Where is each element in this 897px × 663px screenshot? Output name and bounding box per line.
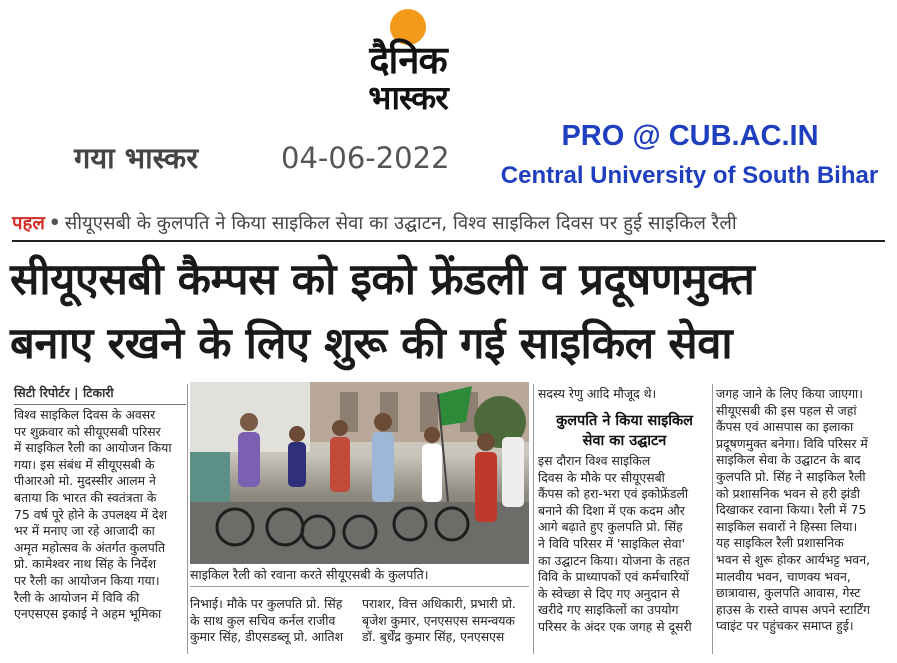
- text-line: पीआरओ मो. मुदस्सीर आलम ने: [14, 473, 156, 489]
- cycle-rally-illustration: [190, 382, 529, 564]
- text-line: आगे बढ़ाते हुए कुलपति प्रो. सिंह: [538, 519, 683, 535]
- caption-rule: [190, 586, 529, 587]
- column-divider: [187, 384, 188, 654]
- news-photo: [190, 382, 529, 564]
- text-line: में साइकिल रैली का आयोजन किया: [14, 440, 172, 456]
- strap-text: सीयूएसबी के कुलपति ने किया साइकिल सेवा का उद्घाटन, विश्व साइकिल दिवस पर हुई साइकिल रैली: [64, 213, 737, 234]
- text-line: कैंपस को हरा-भरा एवं इकोफ्रेंडली: [538, 486, 689, 502]
- text-line: भर में मनाए जा रहे आजादी का: [14, 523, 155, 539]
- text-line: बनाने की दिशा में एक कदम और: [538, 502, 685, 518]
- text-line: विश्व साइकिल दिवस के अवसर: [14, 407, 156, 422]
- strap-lead: पहल: [12, 213, 45, 234]
- text-line: हाउस के रास्ते वापस अपने स्टार्टिंग: [716, 601, 870, 617]
- text-line: निभाई। मौके पर कुलपति प्रो. सिंह: [190, 596, 343, 611]
- strap-line: [12, 210, 887, 238]
- edition-date: 04-06-2022: [281, 141, 450, 175]
- text-line: प्रो. कामेश्वर नाथ सिंह के निर्देश: [14, 556, 157, 572]
- text-line: कैंपस एवं आसपास का इलाका: [716, 419, 854, 435]
- subhead-line-2: सेवा का उद्घाटन: [582, 433, 667, 449]
- text-line: परिसर के अंदर एक जगह से दूसरी: [538, 618, 692, 634]
- text-line: भवन से शुरू होकर आर्यभट्ट भवन,: [716, 551, 871, 567]
- text-line: पर शुक्रवार को सीयूएसबी परिसर: [14, 423, 161, 439]
- text-line: को प्रशासनिक भवन से हरी झंडी: [716, 485, 860, 501]
- university-name: Central University of South Bihar: [500, 162, 879, 189]
- text-line: इस दौरान विश्व साइकिल: [538, 453, 651, 468]
- text-line: खरीदे गए साइकिलों का उपयोग: [538, 602, 679, 618]
- text-line: कुलपति प्रो. सिंह ने साइकिल रैली: [716, 468, 866, 484]
- text-line: प्वाइंट पर पहुंचकर समाप्त हुई।: [716, 618, 854, 634]
- photo-caption: साइकिल रैली को रवाना करते सीयूएसबी के कुलपति।: [190, 567, 429, 582]
- text-line: बृजेश कुमार, एनएसएस समन्वयक: [362, 612, 515, 628]
- logo-line-2: भास्कर: [368, 78, 448, 117]
- headline-rule: [12, 240, 885, 242]
- article-subhead: [538, 411, 711, 451]
- text-line: पर रैली का आयोजन किया गया।: [14, 572, 160, 588]
- column-divider: [533, 384, 534, 654]
- text-line: दिखाकर रवाना किया। रैली में 75: [716, 502, 867, 518]
- article-column-2: [190, 596, 352, 646]
- byline-rule: [14, 404, 186, 405]
- strap-bullet-icon: •: [48, 213, 61, 234]
- article-column-4-body: [538, 453, 711, 636]
- text-line: के स्वेच्छा से दिए गए अनुदान से: [538, 585, 680, 601]
- article-column-5: [716, 386, 887, 635]
- text-line: डॉ. बुर्धेंद्र कुमार सिंह, एनएसएस: [362, 629, 505, 645]
- text-line: सीयूएसबी की इस पहल से जहां: [716, 402, 857, 418]
- text-line: छात्रावास, कुलपति आवास, गेस्ट: [716, 585, 861, 601]
- text-line: पराशर, वित्त अधिकारी, प्रभारी प्रो.: [362, 596, 516, 611]
- text-line: अमृत महोत्सव के अंतर्गत कुलपति: [14, 539, 166, 555]
- headline-line-2: बनाए रखने के लिए शुरू की गई साइकिल सेवा: [10, 319, 733, 369]
- pro-email: PRO @ CUB.AC.IN: [561, 120, 819, 152]
- headline-line-1: सीयूएसबी कैम्पस को इको फ्रेंडली व प्रदूषणमुक्त: [10, 255, 755, 305]
- text-line: दिवस के मौके पर सीयूएसबी: [538, 469, 665, 485]
- text-line: के साथ कुल सचिव कर्नल राजीव: [190, 612, 336, 628]
- text-line: साइकिल सेवा के उद्घाटन के बाद: [716, 452, 861, 468]
- edition-name: गया भास्कर: [74, 141, 199, 175]
- logo-line-1: दैनिक: [369, 37, 447, 82]
- text-line: ने विवि परिसर में 'साइकिल सेवा': [538, 535, 686, 551]
- text-line: मालवीय भवन, चाणक्य भवन,: [716, 568, 851, 584]
- subhead-line-1: कुलपति ने किया साइकिल: [556, 413, 693, 429]
- text-line: जगह जाने के लिए किया जाएगा।: [716, 386, 863, 401]
- text-line: प्रदूषणमुक्त बनेगा। विवि परिसर में: [716, 435, 868, 451]
- text-line: बताया कि भारत की स्वतंत्रता के: [14, 489, 157, 505]
- article-column-4: [538, 386, 711, 403]
- article-column-3: [362, 596, 530, 646]
- byline: सिटी रिपोर्टर | टिकारी: [14, 385, 114, 400]
- text-line: विवि के प्राध्यापकों एवं कर्मचारियों: [538, 569, 689, 585]
- column-divider: [712, 384, 713, 654]
- article-column-1: [14, 407, 186, 623]
- text-line: कुमार सिंह, डीएसडब्लू प्रो. आतिश: [190, 629, 344, 645]
- text-line: साइकिल सवारों ने हिस्सा लिया।: [716, 518, 858, 534]
- text-line: सदस्य रेणु आदि मौजूद थे।: [538, 386, 657, 401]
- text-line: एनएसएस इकाई ने अहम भूमिका: [14, 606, 162, 622]
- text-line: का उद्घाटन किया। योजना के तहत: [538, 552, 690, 568]
- text-line: यह साइकिल रैली प्रशासनिक: [716, 535, 844, 551]
- text-line: रैली के आयोजन में विवि की: [14, 589, 140, 605]
- text-line: गया। इस संबंध में सीयूएसबी के: [14, 456, 155, 472]
- text-line: 75 वर्ष पूरे होने के उपलक्ष्य में देश: [14, 506, 168, 522]
